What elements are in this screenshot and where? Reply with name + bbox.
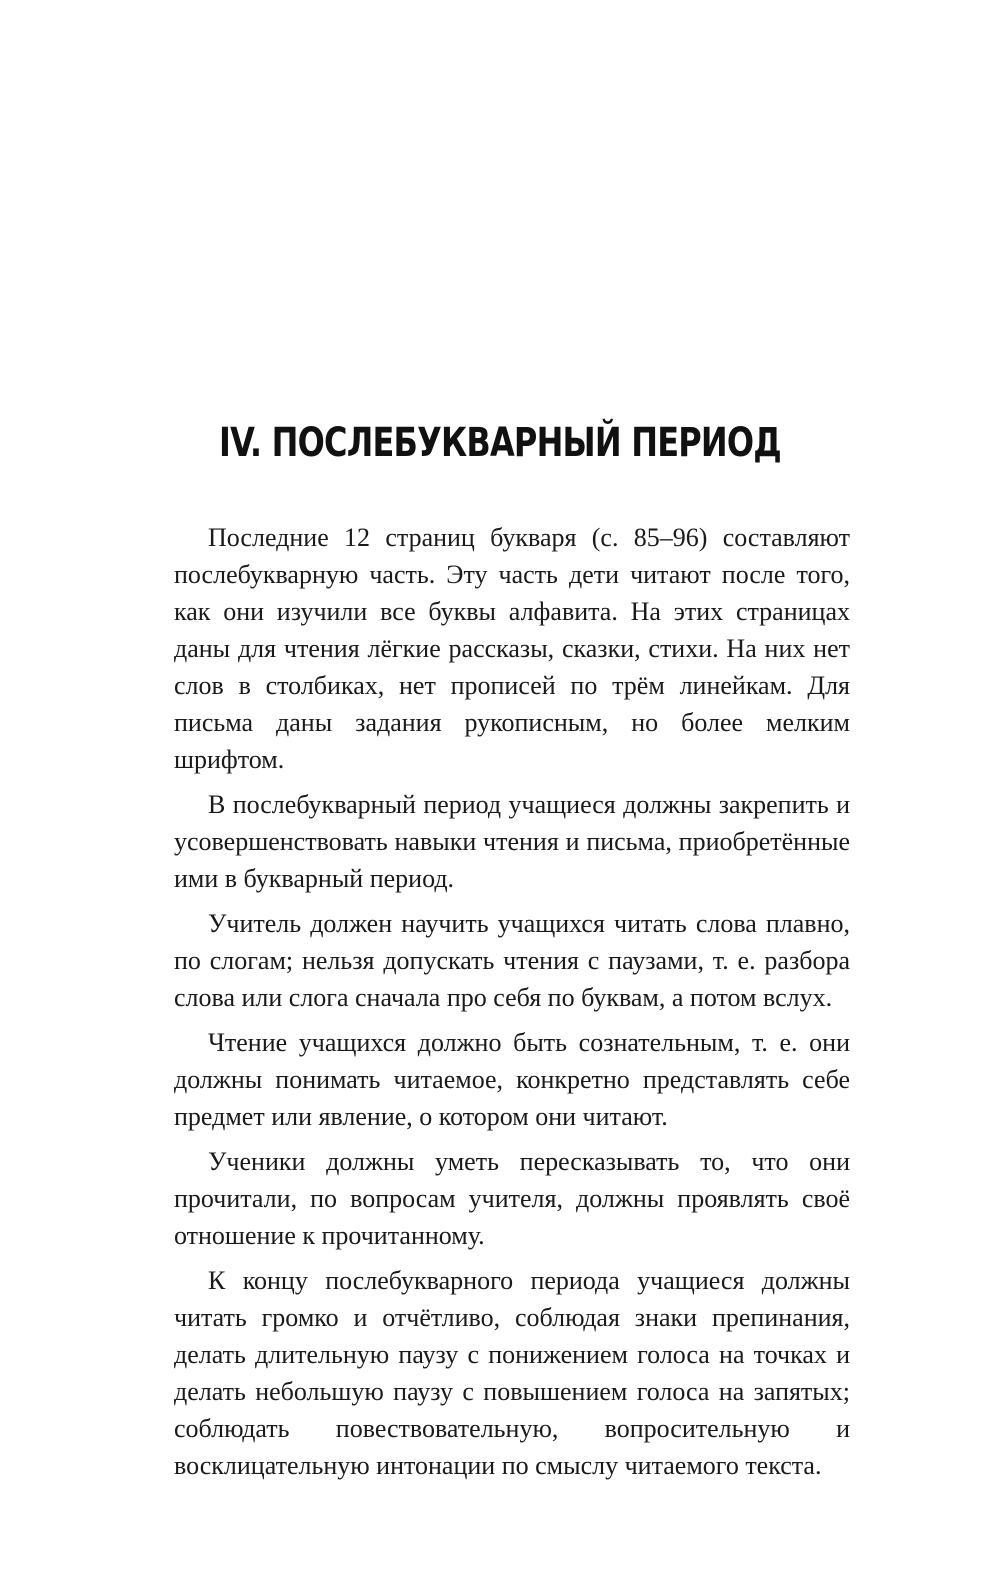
paragraph-3: Учитель должен научить учащихся читать слова плавно, по слогам; нельзя допускать чтения с паузами, т. е. разбора слова или слога сначала про себя по буквам, а потом вслух. — [174, 909, 850, 1012]
paragraph-2: В послебукварный период учащиеся должны закрепить и усовершенствовать навыки чтения и письма, приобретённые ими в букварный период. — [174, 790, 850, 893]
paragraph-4: Чтение учащихся должно быть сознательным, т. е. они должны понимать читаемое, конкретно представлять себе предмет или явление, о котором они читают. — [174, 1028, 850, 1131]
chapter-title: IV. ПОСЛЕБУКВАРНЫЙ ПЕРИОД — [218, 420, 782, 466]
paragraph-5: Ученики должны уметь пересказывать то, что они прочитали, по вопросам учителя, должны проявлять своё отношение к прочитанному. — [174, 1147, 850, 1250]
chapter-body — [174, 519, 850, 1484]
paragraph-6: К концу послебукварного периода учащиеся должны читать громко и отчётливо, соблюдая знаки препинания, делать длительную паузу с понижением голоса на точках и делать небольшую паузу с повышением голоса на запятых; соблюдать повествовательную, вопросительную и восклицательную интонации по смыслу читаемого текста. — [174, 1266, 850, 1480]
paragraph-1: Последние 12 страниц букваря (с. 85–96) составляют послебукварную часть. Эту часть дети читают после того, как они изучили все буквы алфавита. На этих страницах даны для чтения лёгкие рассказы, сказки, стихи. На них нет слов в столбиках, нет прописей по трём линейкам. Для письма даны задания рукописным, но более мелким шрифтом. — [174, 523, 850, 774]
